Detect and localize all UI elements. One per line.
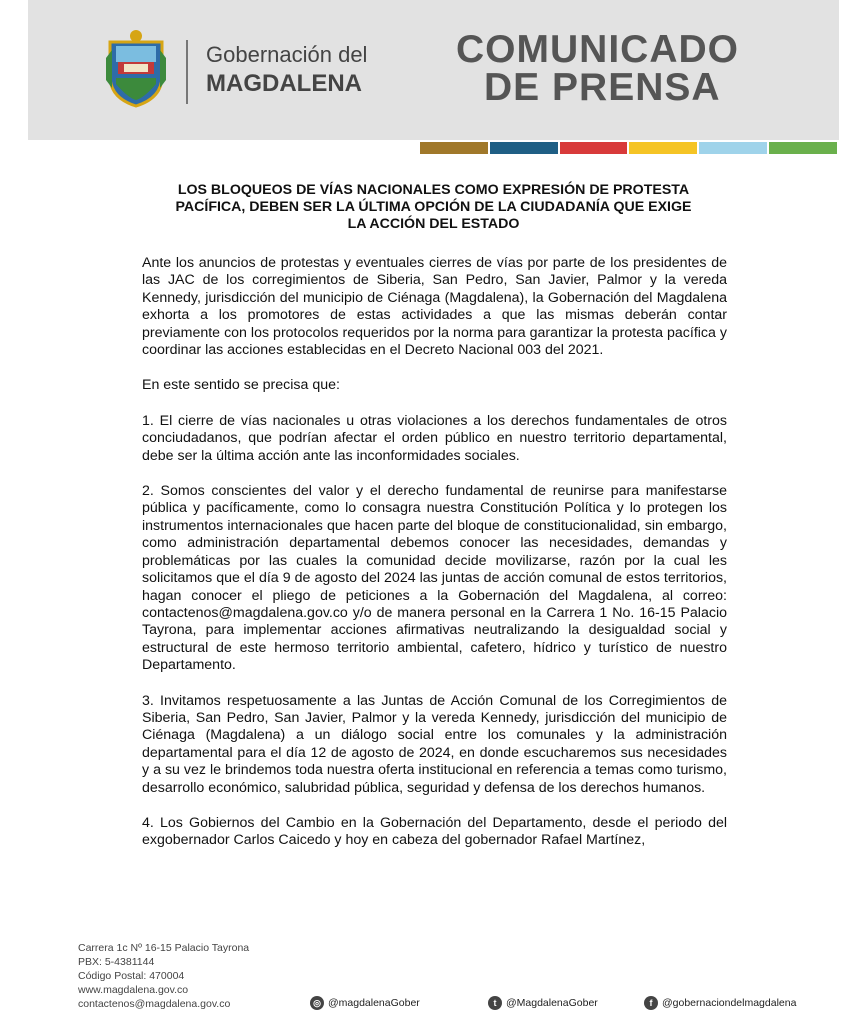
paragraph-intro: Ante los anuncios de protestas y eventuales cierres de vías por parte de los presidentes de las JAC de los corregimientos de Siberia, San Pedro, San Javier, Palmor y la vereda Kennedy, jurisdicción del municipio de Ciénaga (Magdalena), la Gobernación del Magdalena exhorta a los promotores de estas actividades a que las mismas deberán contar previamente con los protocolos requeridos por la norma para garantizar la protesta pacífica y coordinar las acciones establecidas en el Decreto Nacional 003 del 2021.	[142, 255, 727, 359]
instagram-handle: @magdalenaGober	[328, 997, 420, 1009]
headline	[120, 182, 747, 233]
headline-line: LA ACCIÓN DEL ESTADO	[347, 216, 520, 232]
stripe-3	[560, 142, 628, 154]
paragraph-point-2: 2. Somos conscientes del valor y el derecho fundamental de reunirse para manifestarse pública y pacíficamente, como lo consagra nuestra Constitución Política y lo protegen los instrumentos internacionales que hacen parte del bloque de constitucionalidad, sin embargo, como administración departamental debemos conocer las necesidades, demandas y problemáticas por las cuales la comunidad decide movilizarse, razón por la cual les solicitamos que el día 9 de agosto del 2024 las juntas de acción comunal de estos territorios, hagan conocer el pliego de peticiones a la Gobernación del Magdalena, al correo: contactenos@magdalena.gov.co y/o de manera personal en la Carrera 1 No. 16-15 Palacio Tayrona, para implementar acciones afirmativas neutralizando la desigualdad social y estructural de este hermoso territorio ambiental, cafetero, hídrico y turístico de nuestro Departamento.	[142, 483, 727, 674]
stripe-6	[769, 142, 837, 154]
footer-website[interactable]: www.magdalena.gov.co	[78, 984, 189, 996]
twitter-handle: @MagdalenaGober	[506, 997, 598, 1009]
coat-of-arms-logo	[104, 28, 168, 108]
footer-postal-code: Código Postal: 470004	[78, 970, 185, 982]
contact-footer	[78, 941, 249, 1011]
headline-line: PACÍFICA, DEBEN SER LA ÚLTIMA OPCIÓN DE LA CIUDADANÍA QUE EXIGE	[175, 199, 692, 215]
press-body	[142, 255, 727, 868]
twitter-icon: t	[488, 996, 502, 1010]
social-twitter[interactable]	[488, 996, 598, 1010]
social-instagram[interactable]	[310, 996, 420, 1010]
footer-address: Carrera 1c Nº 16-15 Palacio Tayrona	[78, 942, 250, 954]
paragraph-point-1: 1. El cierre de vías nacionales u otras violaciones a los derechos fundamentales de otros conciudadanos, que podrían afectar el orden público en nuestro territorio departamental, debe ser la última acción ante las inconformidades sociales.	[142, 412, 727, 464]
headline-line: LOS BLOQUEOS DE VÍAS NACIONALES COMO EXPRESIÓN DE PROTESTA	[177, 182, 690, 198]
stripe-5	[699, 142, 767, 154]
footer-pbx: PBX: 5-4381144	[78, 956, 155, 968]
footer-email[interactable]: contactenos@magdalena.gov.co	[78, 998, 231, 1010]
paragraph-lead: En este sentido se precisa que:	[142, 377, 340, 394]
facebook-icon: f	[644, 996, 658, 1010]
press-title-line1: COMUNICADO	[456, 28, 739, 71]
social-facebook[interactable]	[644, 996, 796, 1010]
paragraph-point-3: 3. Invitamos respetuosamente a las Juntas de Acción Comunal de los Corregimientos de Siberia, San Pedro, San Javier, Palmor y la vereda Kennedy, jurisdicción del municipio de Ciénaga (Magdalena) a un diálogo social entre los comunales y la administración departamental para el día 12 de agosto de 2024, en donde escucharemos sus necesidades y a su vez le brindemos toda nuestra oferta institucional en referencia a temas como turismo, desarrollo económico, salubridad pública, seguridad y defensa de los derechos humanos.	[142, 692, 727, 796]
header-divider	[186, 40, 188, 104]
facebook-handle: @gobernaciondelmagdalena	[662, 997, 797, 1009]
stripe-1	[420, 142, 488, 154]
stripe-2	[490, 142, 558, 154]
org-name-line2: MAGDALENA	[206, 70, 362, 97]
paragraph-point-4: 4. Los Gobiernos del Cambio en la Gobernación del Departamento, desde el periodo del exgobernador Carlos Caicedo y hoy en cabeza del gobernador Rafael Martínez,	[142, 814, 727, 849]
stripe-4	[629, 142, 697, 154]
instagram-icon: ◎	[310, 996, 324, 1010]
org-name-line1: Gobernación del	[206, 42, 368, 67]
press-title-line2: DE PRENSA	[484, 66, 721, 109]
color-stripes	[420, 142, 839, 154]
